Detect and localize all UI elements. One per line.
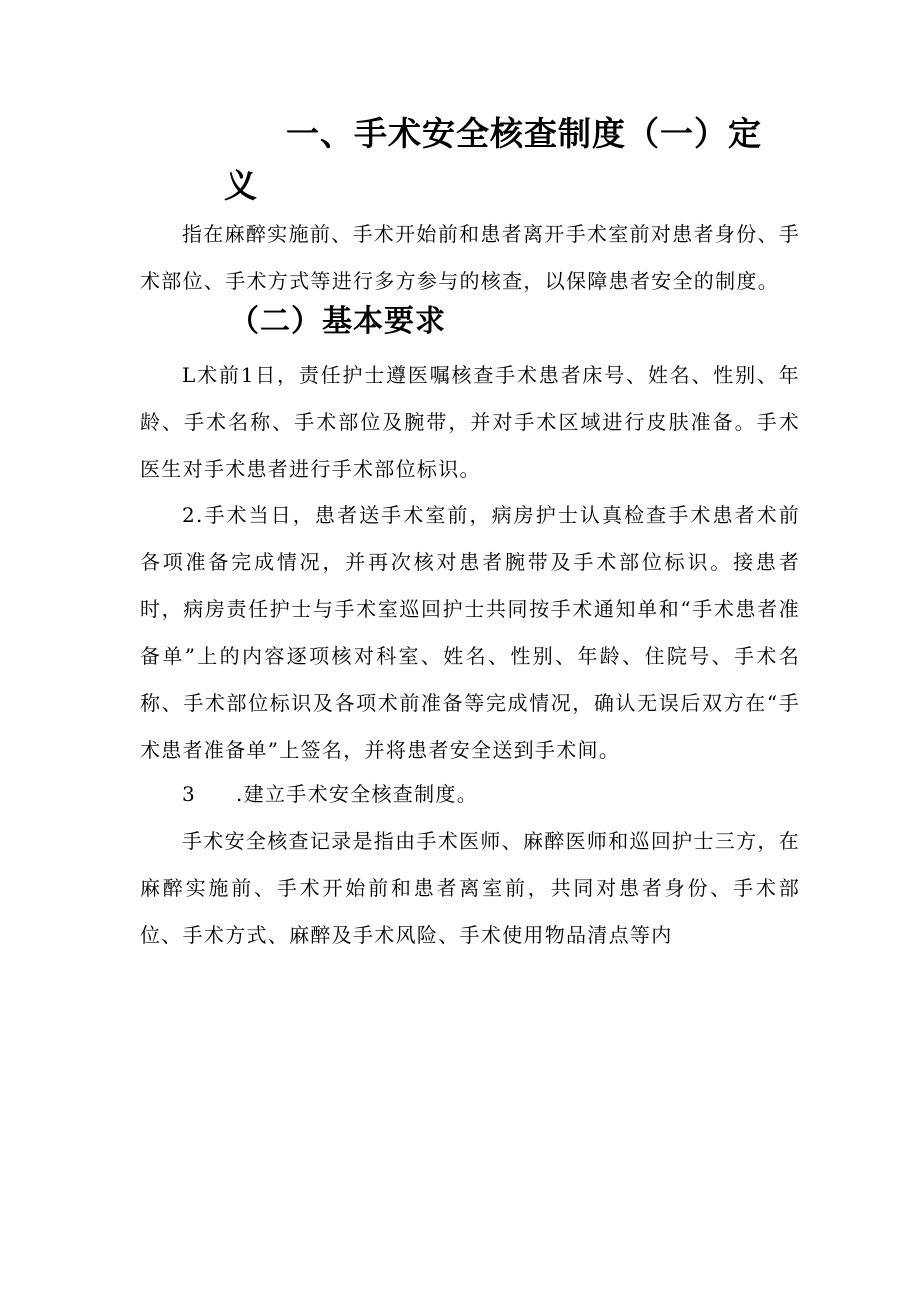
basic-requirements-heading: （二）基本要求 bbox=[229, 304, 446, 339]
requirement-item-1: L术前1日，责任护士遵医嘱核查手术患者床号、姓名、性别、年龄、手术名称、手术部位及腕带，并对手术区域进行皮肤准备。手术医生对手术患者进行手术部位标识。 bbox=[140, 363, 800, 481]
document-title bbox=[224, 108, 784, 212]
requirement-item-3-detail: 手术安全核查记录是指由手术医师、麻醉医师和巡回护士三方，在麻醉实施前、手术开始前和患者离室前，共同对患者身份、手术部位、手术方式、麻醉及手术风险、手术使用物品清点等内 bbox=[140, 829, 800, 947]
requirement-item-2: 2.手术当日，患者送手术室前，病房护士认真检查手术患者术前各项准备完成情况，并再次核对患者腕带及手术部位标识。接患者时，病房责任护士与手术室巡回护士共同按手术通知单和“手术患者准备单”上的内容逐项核对科室、姓名、性别、年龄、住院号、手术名称、手术部位标识及各项术前准备等完成情况，确认无误后双方在“手术患者准备单”上签名，并将患者安全送到手术间。 bbox=[140, 503, 800, 762]
definition-paragraph: 指在麻醉实施前、手术开始前和患者离开手术室前对患者身份、手术部位、手术方式等进行多方参与的核查，以保障患者安全的制度。 bbox=[140, 222, 800, 293]
requirement-item-3-number: 3 bbox=[182, 782, 197, 806]
document-title-text: 一、手术安全核查制度（一）定义 bbox=[224, 114, 762, 205]
requirement-item-3 bbox=[140, 771, 800, 818]
requirement-item-3-text: .建立手术安全核查制度。 bbox=[236, 782, 478, 806]
